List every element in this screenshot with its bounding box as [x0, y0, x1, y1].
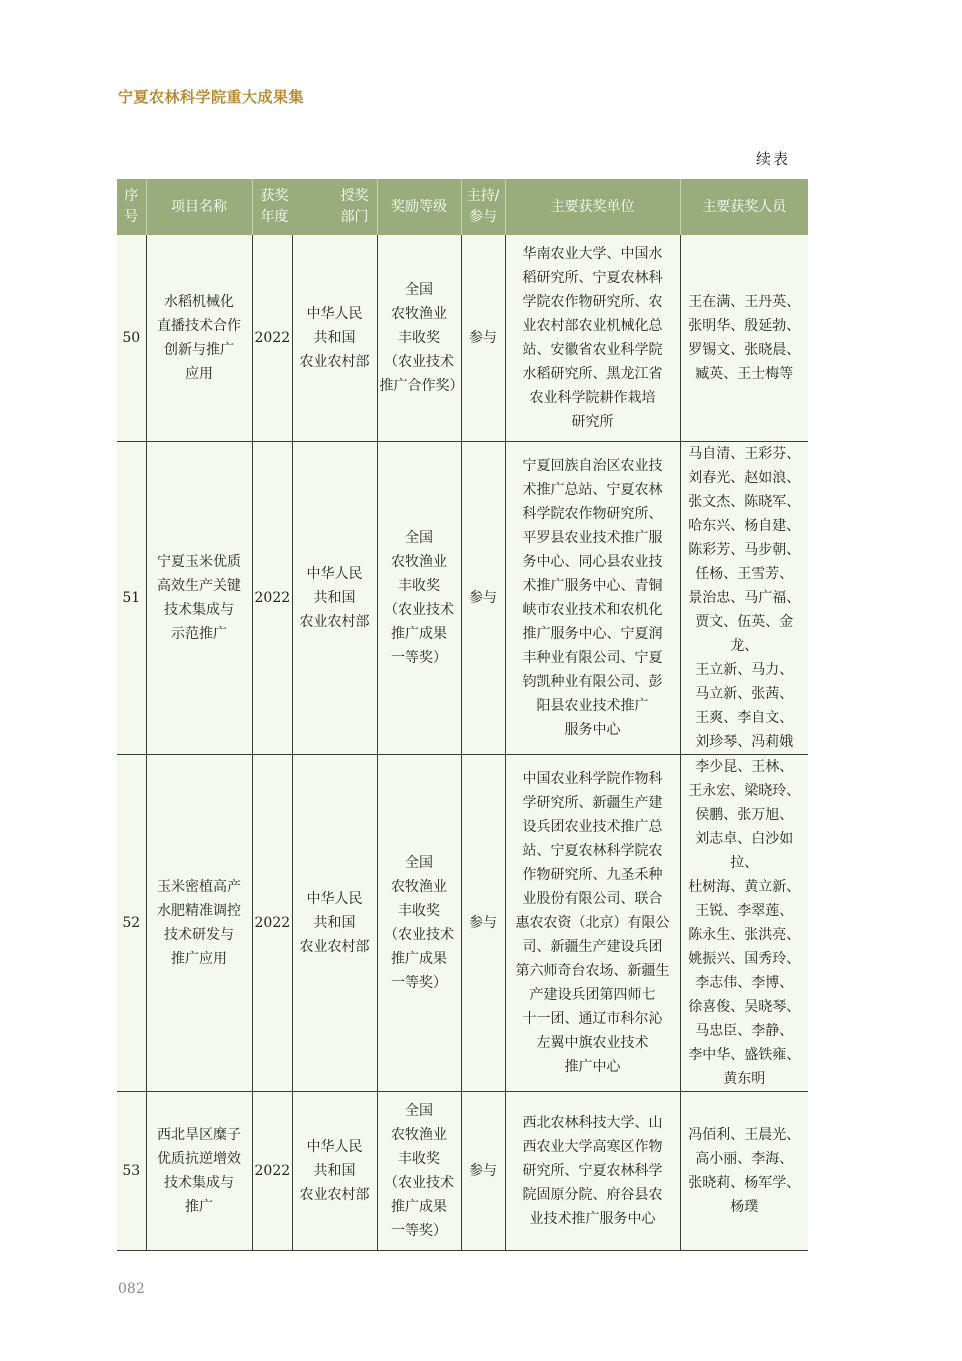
cell-units: 中国农业科学院作物科 学研究所、新疆生产建 设兵团农业技术推广总 站、宁夏农林科学院农 作物研究所、九圣禾种 业股份有限公司、联合 惠农农资（北京）有限公 司、新疆生产建设兵团 第六师奇台农场、新疆生 产建设兵团第四师七 十一团、通辽市科尔沁 左翼中旗农业技术 推广中心	[505, 754, 680, 1091]
header-people: 主要获奖人员	[680, 179, 808, 235]
cell-dept: 中华人民 共和国 农业农村部	[292, 441, 377, 754]
table-row	[117, 441, 808, 754]
cell-role: 参与	[461, 235, 505, 441]
cell-index: 52	[117, 754, 146, 1091]
continued-label: 续表	[756, 150, 791, 168]
awards-table	[117, 179, 808, 1251]
cell-people: 李少昆、王林、 王永宏、梁晓玲、 侯鹏、张万旭、 刘志卓、白沙如拉、 杜树海、黄立新、 王锐、李翠莲、 陈永生、张洪亮、 姚振兴、国秀玲、 李志伟、李博、 徐喜俊、吴晓琴、 马忠臣、李静、 李中华、盛铁雍、 黄东明	[680, 754, 808, 1091]
cell-dept: 中华人民 共和国 农业农村部	[292, 1091, 377, 1250]
cell-name: 玉米密植高产 水肥精准调控 技术研发与 推广应用	[146, 754, 252, 1091]
table-row	[117, 754, 808, 1091]
cell-people: 王在满、王丹英、 张明华、殷延勃、 罗锡文、张晓晨、 臧英、王士梅等	[680, 235, 808, 441]
header-role: 主持/ 参与	[461, 179, 505, 235]
header-units: 主要获奖单位	[505, 179, 680, 235]
cell-units: 宁夏回族自治区农业技 术推广总站、宁夏农林 科学院农作物研究所、 平罗县农业技术推广服 务中心、同心县农业技 术推广服务中心、青铜 峡市农业技术和农机化 推广服务中心、宁夏润 丰种业有限公司、宁夏 钧凯种业有限公司、彭 阳县农业技术推广 服务中心	[505, 441, 680, 754]
cell-role: 参与	[461, 1091, 505, 1250]
cell-level: 全国 农牧渔业 丰收奖 （农业技术 推广成果 一等奖）	[377, 754, 461, 1091]
table-row	[117, 235, 808, 441]
header-year-dept	[252, 179, 377, 235]
cell-units: 华南农业大学、中国水 稻研究所、宁夏农林科 学院农作物研究所、农 业农村部农业机械化总 站、安徽省农业科学院 水稻研究所、黑龙江省 农业科学院耕作栽培 研究所	[505, 235, 680, 441]
cell-people: 马自清、王彩芬、 刘春光、赵如浪、 张文杰、陈晓军、 哈东兴、杨自建、 陈彩芳、马步朝、 任杨、王雪芳、 景治忠、马广福、 贾文、伍英、金龙、 王立新、马力、 马立新、张茜、 王爽、李自文、 刘珍琴、冯莉娥	[680, 441, 808, 754]
cell-index: 53	[117, 1091, 146, 1250]
cell-dept: 中华人民 共和国 农业农村部	[292, 754, 377, 1091]
page-number: 082	[118, 1281, 145, 1297]
cell-year: 2022	[252, 441, 292, 754]
cell-year: 2022	[252, 754, 292, 1091]
cell-level: 全国 农牧渔业 丰收奖 （农业技术 推广成果 一等奖）	[377, 441, 461, 754]
cell-role: 参与	[461, 441, 505, 754]
header-name: 项目名称	[146, 179, 252, 235]
cell-name: 水稻机械化 直播技术合作 创新与推广 应用	[146, 235, 252, 441]
cell-year: 2022	[252, 1091, 292, 1250]
running-head: 宁夏农林科学院重大成果集	[118, 88, 305, 106]
header-dept: 授奖 部门	[340, 188, 369, 225]
cell-year: 2022	[252, 235, 292, 441]
table-row	[117, 1091, 808, 1250]
cell-name: 西北旱区糜子 优质抗逆增效 技术集成与 推广	[146, 1091, 252, 1250]
header-index: 序 号	[117, 179, 146, 235]
cell-name: 宁夏玉米优质 高效生产关键 技术集成与 示范推广	[146, 441, 252, 754]
cell-people: 冯佰利、王晨光、 高小丽、李海、 张晓莉、杨军学、 杨璞	[680, 1091, 808, 1250]
cell-index: 50	[117, 235, 146, 441]
header-year: 获奖 年度	[260, 188, 289, 225]
cell-level: 全国 农牧渔业 丰收奖 （农业技术 推广成果 一等奖）	[377, 1091, 461, 1250]
cell-dept: 中华人民 共和国 农业农村部	[292, 235, 377, 441]
cell-level: 全国 农牧渔业 丰收奖 （农业技术 推广合作奖）	[377, 235, 461, 441]
table-header-row	[117, 179, 808, 235]
cell-units: 西北农林科技大学、山 西农业大学高寒区作物 研究所、宁夏农林科学 院固原分院、府谷县农 业技术推广服务中心	[505, 1091, 680, 1250]
header-level: 奖励等级	[377, 179, 461, 235]
cell-index: 51	[117, 441, 146, 754]
cell-role: 参与	[461, 754, 505, 1091]
